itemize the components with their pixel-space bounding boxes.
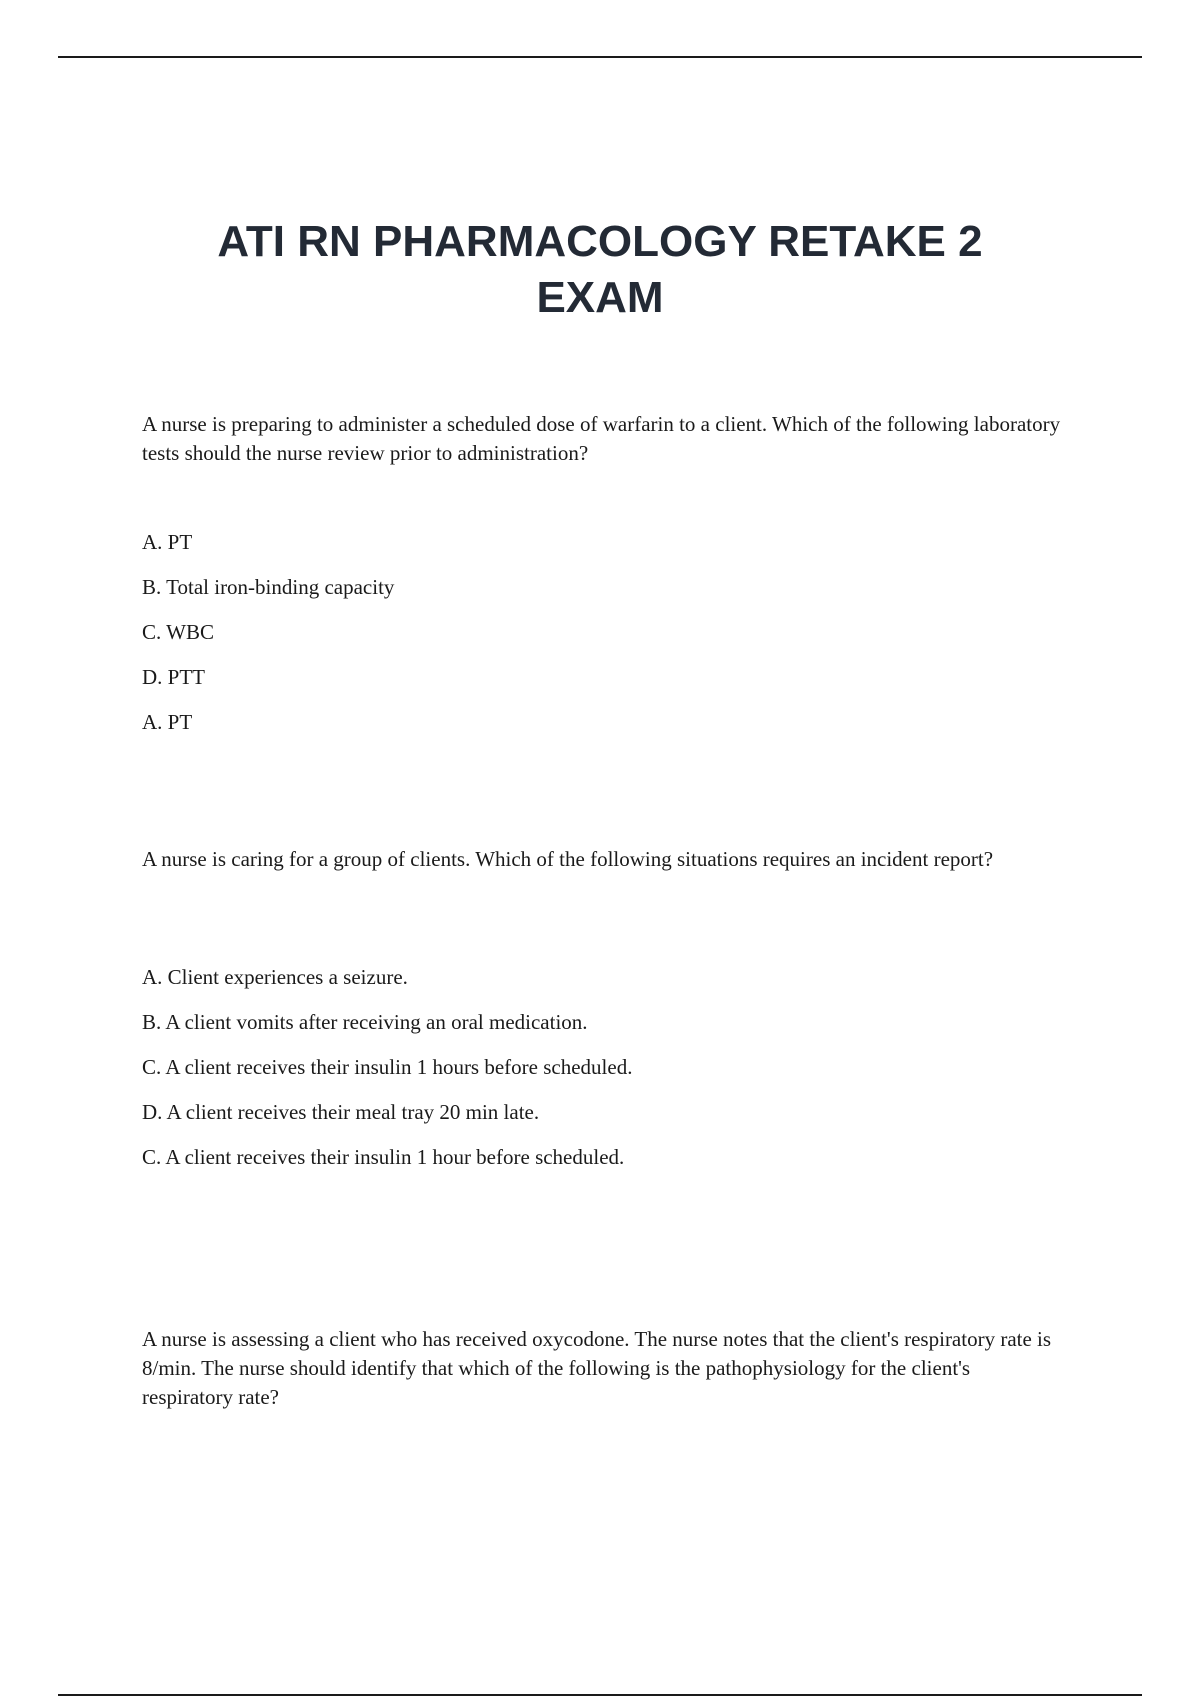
question-1-answer: A. PT [142,710,193,734]
question-1-text: A nurse is preparing to administer a scheduled dose of warfarin to a client. Which of the following laboratory tests should the nurse review prior to administration? [142,412,1061,465]
footer-rule [58,1694,1142,1696]
question-2-text: A nurse is caring for a group of clients. Which of the following situations requires an incident report? [142,847,994,871]
question-1-option-d: D. PTT [142,665,205,689]
question-1-option-b: B. Total iron-binding capacity [142,575,395,599]
title-line-2: EXAM [536,273,664,322]
question-3-text: A nurse is assessing a client who has received oxycodone. The nurse notes that the client's respiratory rate is 8/min. The nurse should identify that which of the following is the pathophysiology for the client's respiratory rate? [142,1327,1052,1409]
question-2-option-d: D. A client receives their meal tray 20 min late. [142,1100,540,1124]
question-2-option-a: A. Client experiences a seizure. [142,965,408,989]
header-rule [58,56,1142,58]
page-title [0,214,1200,326]
title-line-1: ATI RN PHARMACOLOGY RETAKE 2 [217,217,983,266]
question-2-option-b: B. A client vomits after receiving an oral medication. [142,1010,588,1034]
question-1-option-c: C. WBC [142,620,214,644]
question-1-option-a: A. PT [142,530,193,554]
question-2-option-c: C. A client receives their insulin 1 hours before scheduled. [142,1055,633,1079]
question-2-answer: C. A client receives their insulin 1 hour before scheduled. [142,1145,625,1169]
